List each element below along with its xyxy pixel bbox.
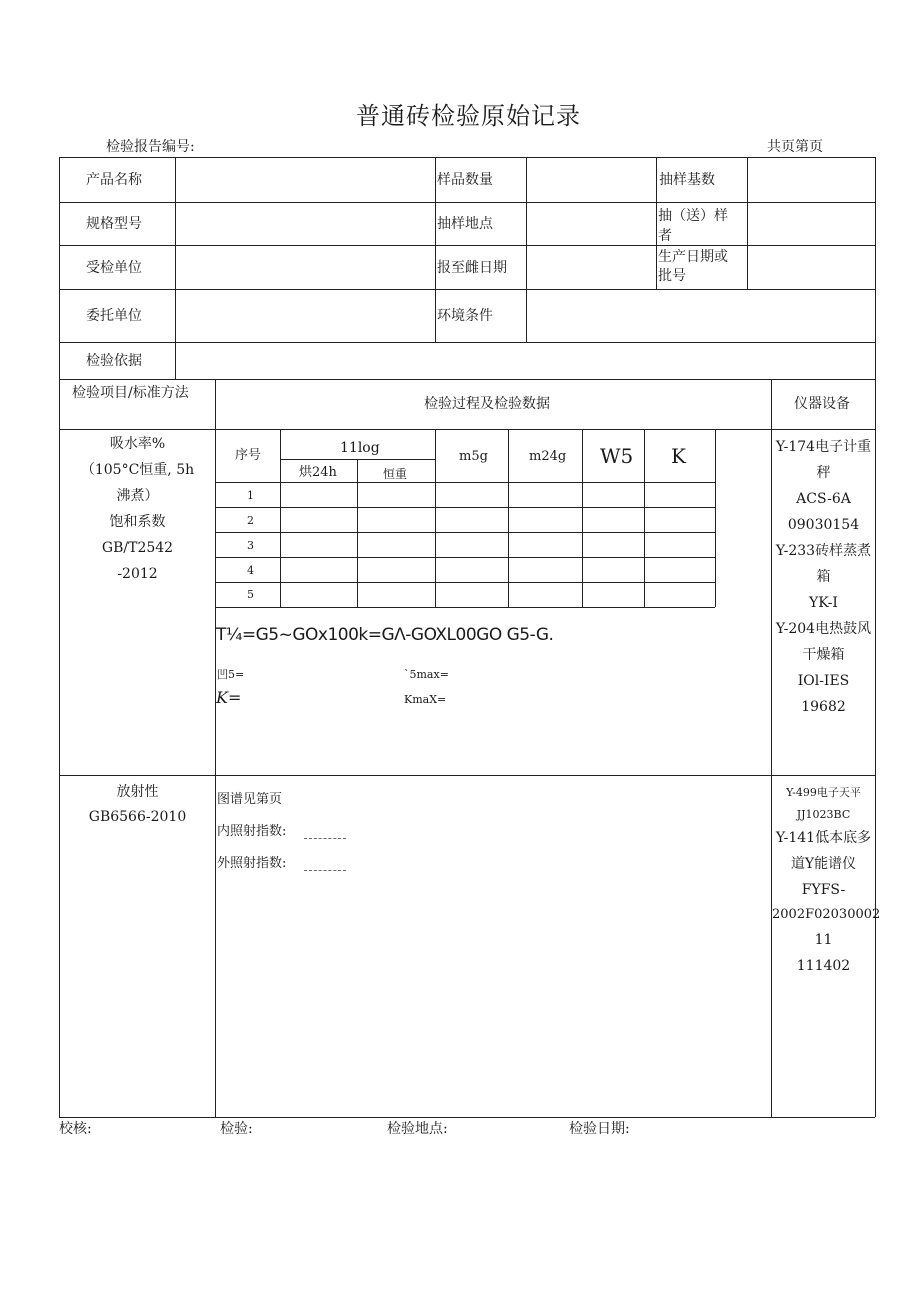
spectrum-reference: 图谱见第页 xyxy=(217,792,283,807)
col-constant-header: 恒重 xyxy=(383,467,408,481)
col-w5-header: W5 xyxy=(600,444,634,468)
table-row-number: 3 xyxy=(247,539,254,552)
equipment-header: 仪器设备 xyxy=(794,396,850,412)
page-title: 普通砖检验原始记录 xyxy=(356,102,581,130)
w5-average: 凹5= xyxy=(217,668,245,681)
col-m24-header: m24g xyxy=(529,449,567,464)
reviewer-label: 校核: xyxy=(59,1121,92,1137)
spec-model-label: 规格型号 xyxy=(86,216,142,232)
absorption-formula: T¼=G5~GOx100k=GΛ-GOXL00GO G5-G. xyxy=(216,625,554,645)
sample-qty-label: 样品数量 xyxy=(437,172,493,188)
internal-exposure-index: 内照射指数: xyxy=(217,824,287,839)
page-info: 共页第页 xyxy=(767,139,823,155)
col-k-header: K xyxy=(671,444,686,468)
radioactivity-item-method: 放射性 GB6566-2010 xyxy=(88,784,187,825)
product-name-label: 产品名称 xyxy=(86,172,142,188)
external-index-blank xyxy=(304,870,346,871)
k-average: K= xyxy=(216,688,242,707)
table-row-number: 1 xyxy=(247,489,254,502)
col-m5-header: m5g xyxy=(459,449,488,464)
production-date-label: 生产日期或 批号 xyxy=(658,249,728,284)
env-condition-label: 环境条件 xyxy=(437,308,493,324)
absorption-equipment: Y-174电子计重 秤 ACS-6A 09030154 Y-233砖样蒸煮 箱 YK-I Y-204电热鼓风 干燥箱 IOl-IES 19682 xyxy=(775,439,872,715)
client-unit-label: 委托单位 xyxy=(86,308,142,324)
col-seq-header: 序号 xyxy=(235,448,262,463)
process-data-header: 检验过程及检验数据 xyxy=(424,396,550,412)
basis-label: 检验依据 xyxy=(86,353,142,369)
col-dry24h-header: 烘24h xyxy=(299,465,337,480)
sampler-label: 抽（送）样 者 xyxy=(658,208,728,244)
radioactivity-equipment: Y-499电子天平 JJ1023BC Y-141低本底多 道Y能谱仪 FYFS- 2002F02030002 11 111402 xyxy=(772,786,881,974)
absorption-item-method: 吸水率% （105°C恒重, 5h 沸煮） 饱和系数 GB/T2542 -2012 xyxy=(80,436,195,582)
inspected-unit-label: 受检单位 xyxy=(86,260,142,276)
inspector-label: 检验: xyxy=(220,1121,253,1137)
k-max: KmaX= xyxy=(404,693,447,706)
sampling-base-label: 抽样基数 xyxy=(659,172,715,188)
table-row-number: 2 xyxy=(247,514,254,527)
internal-index-blank xyxy=(304,838,346,839)
inspection-place-label: 检验地点: xyxy=(387,1121,448,1137)
external-exposure-index: 外照射指数: xyxy=(217,856,287,871)
col-mass-group-header: 11log xyxy=(340,440,380,456)
inspection-date-label: 检验日期: xyxy=(569,1121,630,1137)
w5-max: `5max= xyxy=(404,668,449,681)
sampling-place-label: 抽样地点 xyxy=(437,216,493,232)
table-row-number: 5 xyxy=(247,588,254,601)
report-number-label: 检验报告编号: xyxy=(106,139,195,155)
report-date-label: 报至雌日期 xyxy=(437,260,507,276)
table-row-number: 4 xyxy=(247,564,254,577)
item-method-header: 检验项目/标准方法 xyxy=(72,385,189,401)
